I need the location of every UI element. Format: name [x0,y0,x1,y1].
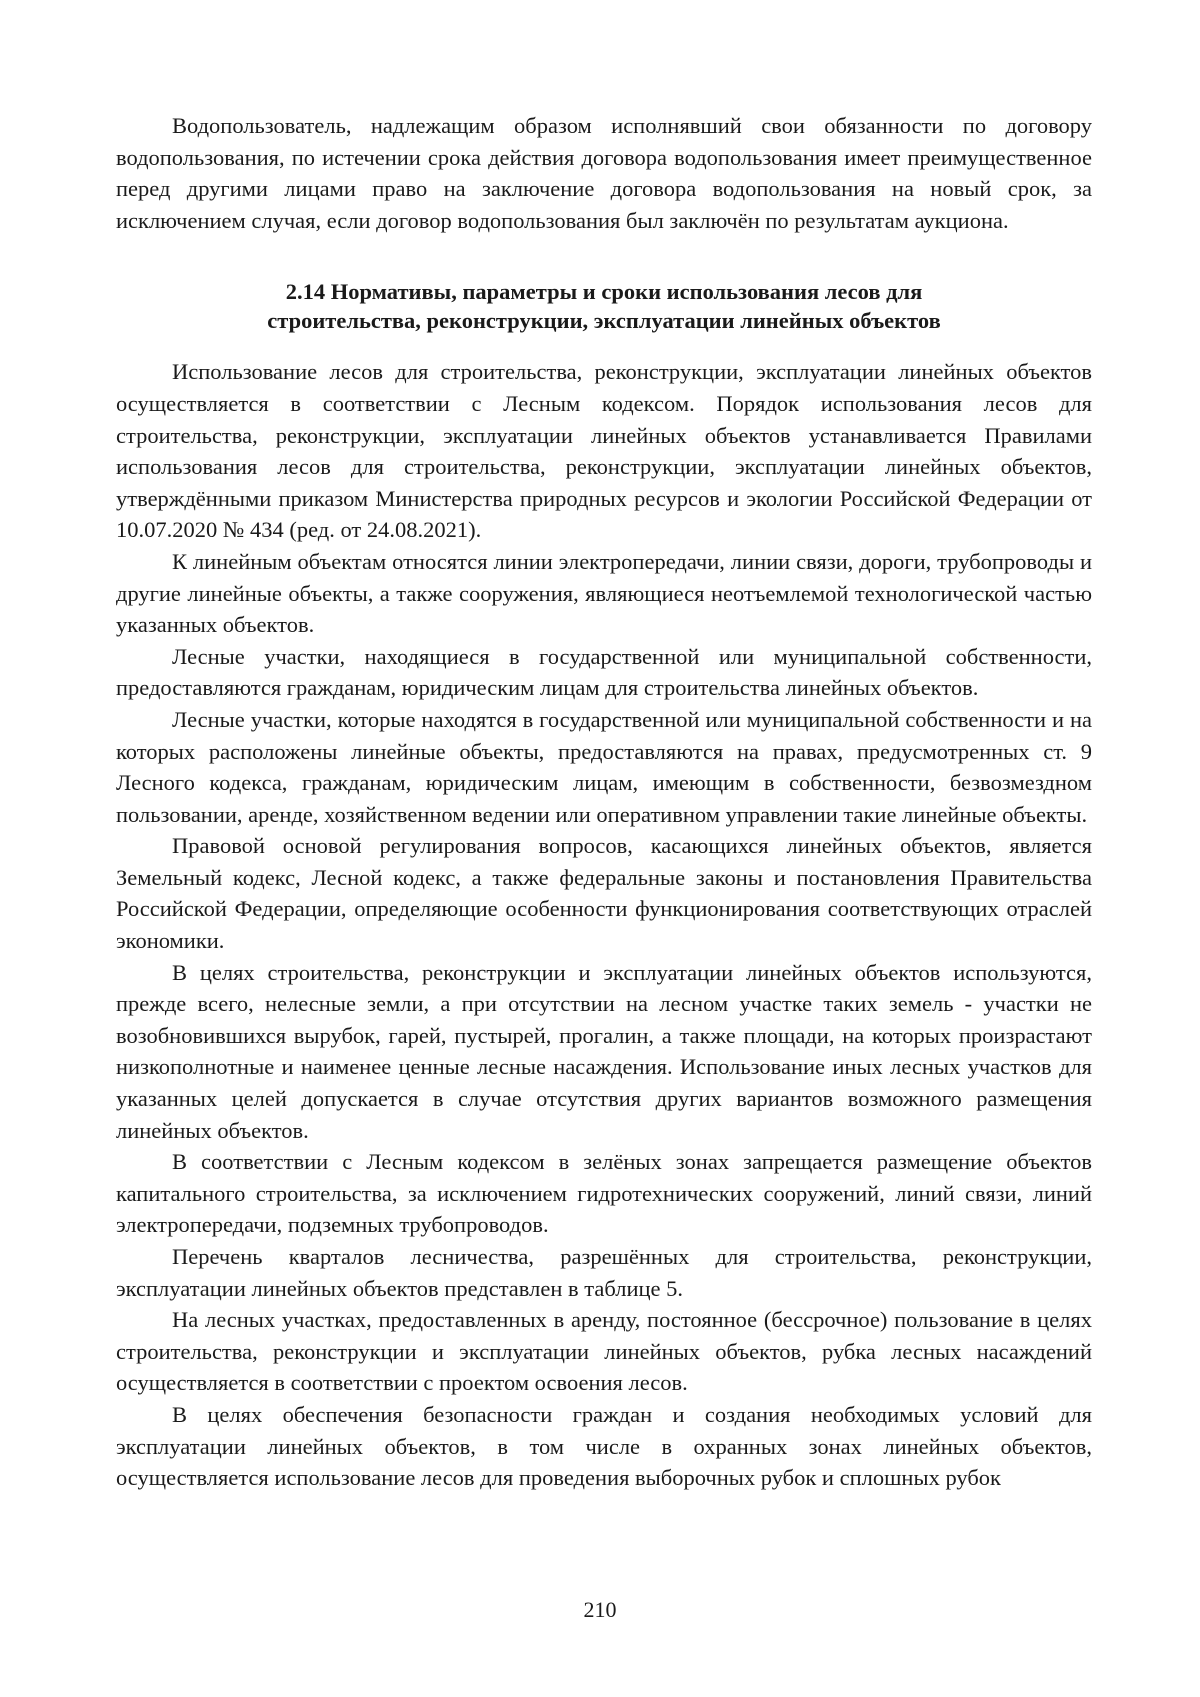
body-paragraph: Лесные участки, находящиеся в государственной или муниципальной собственности, предоставляются гражданам, юридическим лицам для строительства линейных объектов. [116,643,1092,701]
body-paragraph: К линейным объектам относятся линии электропередачи, линии связи, дороги, трубопроводы и другие линейные объекты, а также сооружения, являющиеся неотъемлемой технологической частью указанных объектов. [116,548,1092,638]
page-body [116,110,1092,1494]
section-heading-line-1: 2.14 Нормативы, параметры и сроки использования лесов для [285,279,923,305]
body-paragraph: В целях строительства, реконструкции и эксплуатации линейных объектов используются, прежде всего, нелесные земли, а при отсутствии на лесном участке таких земель - участки не возобновившихся вырубок, гарей, пустырей, прогалин, а также площади, на которых произрастают низкополнотные и наименее ценные лесные насаждения. Использование иных лесных участков для указанных целей допускается в случае отсутствия других вариантов возможного размещения линейных объектов. [116,959,1092,1143]
page-number: 210 [583,1597,617,1622]
body-paragraph: Правовой основой регулирования вопросов, касающихся линейных объектов, является Земельный кодекс, Лесной кодекс, а также федеральные законы и постановления Правительства Российской Федерации, определяющие особенности функционирования соответствующих отраслей экономики. [116,833,1092,954]
body-paragraph: На лесных участках, предоставленных в аренду, постоянное (бессрочное) пользование в целях строительства, реконструкции и эксплуатации линейных объектов, рубка лесных насаждений осуществляется в соответствии с проектом освоения лесов. [116,1307,1092,1396]
body-paragraph: Перечень кварталов лесничества, разрешённых для строительства, реконструкции, эксплуатации линейных объектов представлен в таблице 5. [116,1244,1092,1301]
body-paragraph: Использование лесов для строительства, реконструкции, эксплуатации линейных объектов осуществляется в соответствии с Лесным кодексом. Порядок использования лесов для строительства, реконструкции, эксплуатации линейных объектов устанавливается Правилами использования лесов для строительства, реконструкции, эксплуатации линейных объектов, утверждёнными приказом Министерства природных ресурсов и экологии Российской Федерации от 10.07.2020 № 434 (ред. от 24.08.2021). [116,359,1092,543]
body-paragraph: В целях обеспечения безопасности граждан и создания необходимых условий для эксплуатации линейных объектов, в том числе в охранных зонах линейных объектов, осуществляется использование лесов для проведения выборочных рубок и сплошных рубок [116,1401,1092,1491]
body-paragraph: В соответствии с Лесным кодексом в зелёных зонах запрещается размещение объектов капитального строительства, за исключением гидротехнических сооружений, линий связи, линий электропередачи, подземных трубопроводов. [116,1149,1092,1238]
intro-paragraph: Водопользователь, надлежащим образом исполнявший свои обязанности по договору водопользования, по истечении срока действия договора водопользования имеет преимущественное перед другими лицами право на заключение договора водопользования на новый срок, за исключением случая, если договор водопользования был заключён по результатам аукциона. [116,113,1092,233]
section-heading [156,277,1052,335]
body-paragraph: Лесные участки, которые находятся в государственной или муниципальной собственности и на которых расположены линейные объекты, предоставляются на правах, предусмотренных ст. 9 Лесного кодекса, гражданам, юридическим лицам, имеющим в собственности, безвозмездном пользовании, аренде, хозяйственном ведении или оперативном управлении такие линейные объекты. [116,706,1092,827]
section-heading-line-2: строительства, реконструкции, эксплуатации линейных объектов [267,308,941,334]
